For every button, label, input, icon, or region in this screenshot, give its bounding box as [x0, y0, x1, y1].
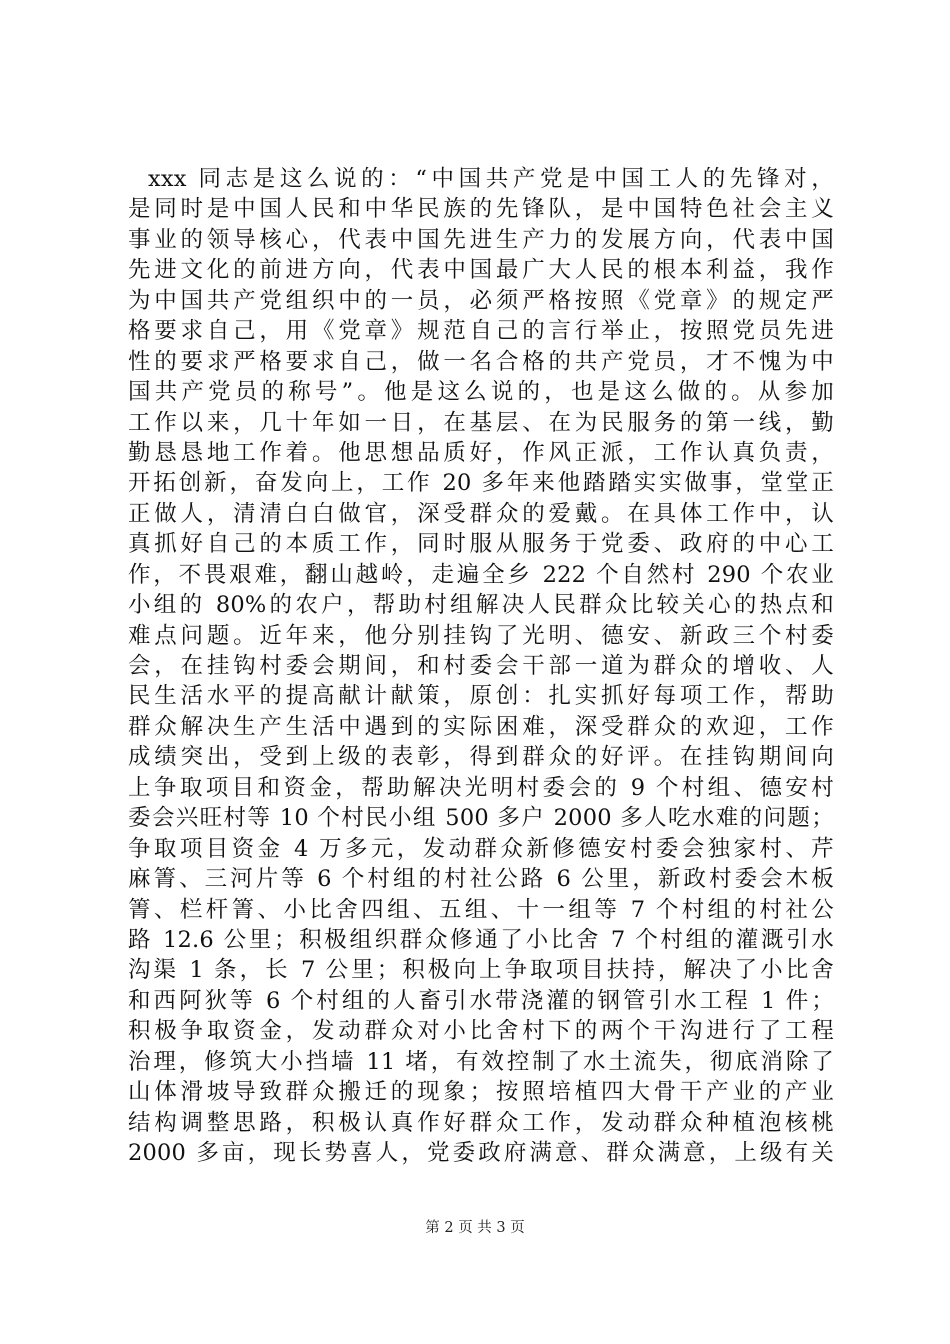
- text-line: 积极争取资金，发动群众对小比舍村下的两个干沟进行了工程: [128, 1018, 834, 1045]
- text-line: 先进文化的前进方向，代表中国最广大人民的根本利益，我作: [128, 257, 834, 284]
- text-line: 作，不畏艰难，翻山越岭，走遍全乡 222 个自然村 290 个农业: [128, 561, 834, 588]
- text-line: 事业的领导核心，代表中国先进生产力的发展方向，代表中国: [128, 226, 834, 253]
- text-line: 成绩突出，受到上级的表彰，得到群众的好评。在挂钩期间向: [128, 744, 834, 771]
- text-line: 上争取项目和资金，帮助解决光明村委会的 9 个村组、德安村: [128, 774, 834, 801]
- text-line: 治理，修筑大小挡墙 11 堵，有效控制了水土流失，彻底消除了: [128, 1048, 834, 1075]
- text-line: 2000 多亩，现长势喜人，党委政府满意、群众满意，上级有关: [128, 1140, 834, 1166]
- text-line: 山体滑坡导致群众搬迁的现象；按照培植四大骨干产业的产业: [128, 1079, 834, 1106]
- text-line: 真抓好自己的本质工作，同时服从服务于党委、政府的中心工: [128, 531, 834, 558]
- page-footer: 第 2 页 共 3 页: [425, 1220, 525, 1236]
- text-line: 格要求自己，用《党章》规范自己的言行举止，按照党员先进: [128, 318, 834, 345]
- text-line: 正做人，清清白白做官，深受群众的爱戴。在具体工作中，认: [128, 500, 834, 527]
- text-line: 勤恳恳地工作着。他思想品质好，作风正派，工作认真负责，: [128, 439, 834, 466]
- text-line: 麻箐、三河片等 6 个村组的村社公路 6 公里，新政村委会木板: [128, 866, 834, 893]
- text-line: 争取项目资金 4 万多元，发动群众新修德安村委会独家村、芹: [128, 835, 834, 862]
- text-line: 国共产党员的称号”。他是这么说的，也是这么做的。从参加: [128, 379, 834, 406]
- text-line: 工作以来，几十年如一日，在基层、在为民服务的第一线，勤: [128, 409, 834, 436]
- body-paragraph: [128, 164, 834, 1168]
- text-line: 路 12.6 公里；积极组织群众修通了小比舍 7 个村组的灌溉引水: [128, 926, 834, 953]
- text-line: 会，在挂钩村委会期间，和村委会干部一道为群众的增收、人: [128, 653, 834, 679]
- text-line: 难点问题。近年来，他分别挂钩了光明、德安、新政三个村委: [128, 622, 834, 649]
- text-line: xxx 同志是这么说的：“中国共产党是中国工人的先锋对，: [148, 166, 834, 192]
- text-line: 为中国共产党组织中的一员，必须严格按照《党章》的规定严: [128, 287, 834, 314]
- text-line: 和西阿狄等 6 个村组的人畜引水带浇灌的钢管引水工程 1 件；: [128, 987, 834, 1014]
- text-line: 小组的 80%的农户，帮助村组解决人民群众比较关心的热点和: [128, 592, 834, 619]
- text-line: 箐、栏杆箐、小比舍四组、五组、十一组等 7 个村组的村社公: [128, 896, 834, 923]
- text-line: 群众解决生产生活中遇到的实际困难，深受群众的欢迎，工作: [128, 713, 834, 740]
- text-line: 结构调整思路，积极认真作好群众工作，发动群众种植泡核桃: [128, 1109, 834, 1136]
- text-line: 性的要求严格要求自己，做一名合格的共产党员，才不愧为中: [128, 348, 834, 375]
- text-line: 开拓创新，奋发向上，工作 20 多年来他踏踏实实做事，堂堂正: [128, 470, 834, 497]
- text-line: 民生活水平的提高献计献策，原创：扎实抓好每项工作，帮助: [128, 683, 834, 710]
- text-line: 是同时是中国人民和中华民族的先锋队，是中国特色社会主义: [128, 196, 834, 223]
- text-line: 委会兴旺村等 10 个村民小组 500 多户 2000 多人吃水难的问题；: [128, 805, 834, 832]
- text-line: 沟渠 1 条，长 7 公里；积极向上争取项目扶持，解决了小比舍: [128, 957, 834, 984]
